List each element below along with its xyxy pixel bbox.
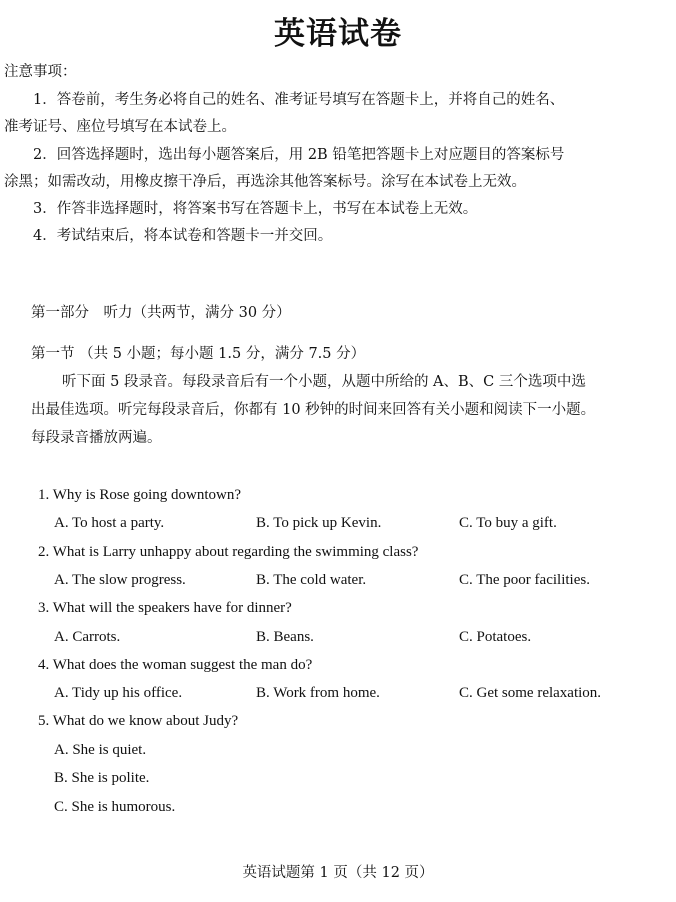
question-4-option-b: B. Work from home. [256,685,380,701]
question-2-option-a: A. The slow progress. [54,572,186,588]
question-3-option-b: B. Beans. [256,629,314,645]
instructions-line-1: 听下面 5 段录音。每段录音后有一个小题，从题中所给的 A、B、C 三个选项中选 [62,374,586,390]
notice-item-1-line-2: 准考证号、座位号填写在本试卷上。 [4,119,236,135]
instructions-line-3: 每段录音播放两遍。 [31,430,162,446]
question-3-option-a: A. Carrots. [54,629,121,645]
question-5-stem: 5. What do we know about Judy? [38,713,239,729]
question-5-option-b: B. She is polite. [54,770,150,786]
question-1-option-a: A. To host a party. [54,515,165,531]
notice-item-2-line-2: 涂黑；如需改动，用橡皮擦干净后，再选涂其他答案标号。涂写在本试卷上无效。 [4,174,526,190]
question-3-option-c: C. Potatoes. [459,629,532,645]
part-one-heading: 第一部分 听力（共两节，满分 30 分） [31,305,291,321]
question-5-option-a: A. She is quiet. [54,742,147,758]
instructions-line-2: 出最佳选项。听完每段录音后，你都有 10 秒钟的时间来回答有关小题和阅读下一小题。 [31,402,596,418]
page-title: 英语试卷 [274,16,402,52]
question-1-stem: 1. Why is Rose going downtown? [38,487,242,503]
notice-item-4: 4．考试结束后，将本试卷和答题卡一并交回。 [33,228,333,244]
question-5-option-c: C. She is humorous. [54,799,176,815]
question-2-option-b: B. The cold water. [256,572,367,588]
question-4-stem: 4. What does the woman suggest the man do? [38,657,313,673]
notice-item-1-line-1: 1．答卷前，考生务必将自己的姓名、准考证号填写在答题卡上，并将自己的姓名、 [33,92,565,108]
question-4-option-a: A. Tidy up his office. [54,685,183,701]
question-2-stem: 2. What is Larry unhappy about regarding the swimming class? [38,544,419,560]
question-1-option-b: B. To pick up Kevin. [256,515,382,531]
page-footer: 英语试题第 1 页（共 12 页） [242,865,434,881]
notice-heading: 注意事项： [4,64,77,80]
question-2-option-c: C. The poor facilities. [459,572,590,588]
question-4-option-c: C. Get some relaxation. [459,685,602,701]
section-one-heading: 第一节 （共 5 小题；每小题 1.5 分，满分 7.5 分） [31,346,366,362]
question-1-option-c: C. To buy a gift. [459,515,557,531]
notice-item-3: 3．作答非选择题时，将答案书写在答题卡上，书写在本试卷上无效。 [33,201,478,217]
question-3-stem: 3. What will the speakers have for dinner? [38,600,292,616]
notice-item-2-line-1: 2．回答选择题时，选出每小题答案后，用 2B 铅笔把答题卡上对应题目的答案标号 [33,147,565,163]
